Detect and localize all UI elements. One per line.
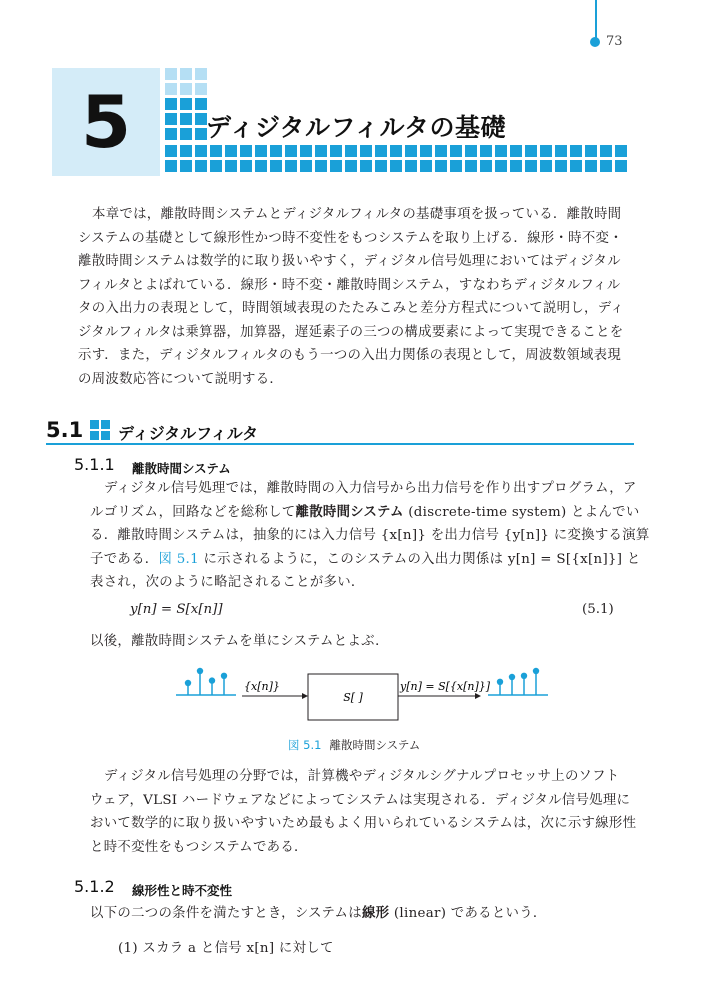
input-label: {x[n]} <box>244 680 280 693</box>
decoration-square <box>360 145 372 157</box>
decoration-square <box>270 145 282 157</box>
subsection1-paragraph2 <box>90 765 637 859</box>
decoration-square <box>180 113 192 125</box>
output-sample-point <box>521 673 527 679</box>
decoration-square <box>210 160 222 172</box>
decoration-square <box>375 160 387 172</box>
decoration-square <box>570 145 582 157</box>
decoration-square <box>285 160 297 172</box>
intro-paragraph <box>78 203 625 391</box>
text-line: ディジタル信号処理では，離散時間の入力信号から出力信号を作り出すプログラム，ア <box>104 481 637 496</box>
decoration-square <box>450 160 462 172</box>
text-segment: 以下の二つの条件を満たすとき，システムは <box>90 906 362 921</box>
chapter-number: 5 <box>80 80 132 164</box>
text-line: 表され，次のように略記されることが多い． <box>90 575 365 590</box>
output-sample-point <box>497 679 503 685</box>
decoration-square <box>180 160 192 172</box>
decoration-square <box>300 160 312 172</box>
decoration-square <box>390 160 402 172</box>
input-arrowhead <box>302 693 308 699</box>
output-sample-point <box>533 668 539 674</box>
text-line <box>90 548 650 572</box>
input-sample-point <box>221 673 227 679</box>
intro-line: フィルタとよばれている．線形・時不変・離散時間システム，すなわちディジタルフィル <box>78 277 621 293</box>
input-sample-point <box>197 668 203 674</box>
decoration-square <box>300 145 312 157</box>
subsection-title: 線形性と時不変性 <box>132 883 233 898</box>
figure-caption-text: 離散時間システム <box>329 738 421 752</box>
decoration-square <box>555 145 567 157</box>
decoration-square <box>180 128 192 140</box>
section-rule <box>46 443 634 445</box>
decoration-square <box>345 145 357 157</box>
after-equation-text <box>90 630 389 654</box>
term-linear: 線形 <box>361 906 390 921</box>
decoration-square <box>555 160 567 172</box>
equation-number: (5.1) <box>582 602 614 617</box>
subsection2-paragraph1 <box>90 902 547 926</box>
decoration-square <box>165 68 177 80</box>
decoration-square <box>315 145 327 157</box>
decoration-square <box>330 145 342 157</box>
subsection-number: 5.1.2 <box>74 877 115 896</box>
decoration-square <box>420 145 432 157</box>
decoration-square <box>480 145 492 157</box>
decoration-square <box>495 160 507 172</box>
input-sample-point <box>185 680 191 686</box>
intro-line: ジタルフィルタは乗算器，加算器，遅延素子の三つの構成要素によって実現できることを <box>78 324 624 340</box>
decoration-square <box>510 160 522 172</box>
decoration-square <box>585 145 597 157</box>
decoration-square <box>165 128 177 140</box>
decoration-square <box>225 145 237 157</box>
section-marker-icon <box>90 420 110 440</box>
input-signal-plot <box>176 668 236 695</box>
decoration-square <box>405 145 417 157</box>
decoration-square <box>255 145 267 157</box>
intro-line: システムの基礎として線形性かつ時不変性をもつシステムを取り上げる．線形・時不変・ <box>78 230 623 246</box>
decoration-square <box>180 145 192 157</box>
decoration-square <box>165 145 177 157</box>
text-line: と時不変性をもつシステムである． <box>90 839 308 855</box>
text-line: ディジタル信号処理の分野では，計算機やディジタルシグナルプロセッサ上のソフト <box>104 769 620 784</box>
decoration-square <box>375 145 387 157</box>
decoration-square <box>525 145 537 157</box>
decoration-square <box>540 145 552 157</box>
text-segment: (linear) であるという． <box>389 906 547 921</box>
decoration-square <box>165 113 177 125</box>
text-line: おいて数学的に取り扱いやすいため最もよく用いられているシステムは，次に示す線形性 <box>90 816 637 831</box>
input-sample-point <box>209 677 215 683</box>
figure-caption <box>288 737 420 753</box>
intro-line: タの入出力の表現として，時間領域表現のたたみこみと差分方程式について説明し，ディ <box>78 301 625 316</box>
decoration-square <box>420 160 432 172</box>
decoration-square <box>570 160 582 172</box>
decoration-square <box>600 145 612 157</box>
decoration-square <box>195 160 207 172</box>
decoration-square <box>435 160 447 172</box>
decoration-square <box>480 160 492 172</box>
condition-item-1: (1) スカラ a と信号 x[n] に対して <box>118 941 334 956</box>
decoration-square <box>510 145 522 157</box>
intro-line: 本章では，離散時間システムとディジタルフィルタの基礎事項を扱っている．離散時間 <box>92 207 622 222</box>
output-arrowhead <box>475 693 481 699</box>
decoration-square <box>450 145 462 157</box>
decoration-square <box>255 160 267 172</box>
decoration-square <box>465 145 477 157</box>
decoration-square <box>390 145 402 157</box>
decoration-square <box>210 145 222 157</box>
decoration-square <box>195 145 207 157</box>
decoration-square <box>465 160 477 172</box>
decoration-square <box>330 160 342 172</box>
decoration-square <box>495 145 507 157</box>
decoration-square <box>315 160 327 172</box>
system-box-label: S[ ] <box>343 691 363 704</box>
decoration-square <box>615 160 627 172</box>
intro-line: の周波数応答について説明する． <box>78 371 284 387</box>
output-signal-plot <box>488 668 548 695</box>
section-number: 5.1 <box>46 418 84 442</box>
text-segment: 子である． <box>90 551 159 567</box>
decoration-square <box>165 160 177 172</box>
decoration-square <box>225 160 237 172</box>
equation: y[n] = S[x[n]] <box>130 602 223 617</box>
term-discrete-time-system: 離散時間システム <box>295 504 404 520</box>
text-line: 以後，離散時間システムを単にシステムとよぶ． <box>90 634 389 649</box>
decoration-square <box>525 160 537 172</box>
subsection1-paragraph1 <box>90 477 650 595</box>
output-sample-point <box>509 674 515 680</box>
decoration-square <box>345 160 357 172</box>
page-number: 73 <box>606 34 623 49</box>
text-segment: に示されるように，このシステムの入出力関係は y[n] = S[{x[n]}] と <box>198 551 641 567</box>
decoration-square <box>585 160 597 172</box>
text-line <box>90 501 650 525</box>
intro-line: 離散時間システムは数学的に取り扱いやすく，ディジタル信号処理においてはディジタル <box>78 254 621 269</box>
decoration-square <box>195 68 207 80</box>
intro-line: 示す．また，ディジタルフィルタのもう一つの入出力関係の表現として，周波数領域表現 <box>78 348 622 363</box>
figure-discrete-time-system <box>160 660 560 730</box>
section-title: ディジタルフィルタ <box>118 424 259 443</box>
decoration-square <box>195 83 207 95</box>
figure-reference-link[interactable]: 図 5.1 <box>158 551 199 567</box>
decoration-square <box>165 83 177 95</box>
text-segment: (discrete-time system) とよんでい <box>403 504 640 520</box>
decoration-square <box>600 160 612 172</box>
decoration-square <box>180 68 192 80</box>
subsection-number: 5.1.1 <box>74 455 115 474</box>
text-segment: ルゴリズム，回路などを総称して <box>90 504 296 520</box>
decoration-square <box>240 160 252 172</box>
decoration-square <box>540 160 552 172</box>
decoration-square <box>435 145 447 157</box>
decoration-square <box>270 160 282 172</box>
output-label: y[n] = S[{x[n]}] <box>400 680 491 693</box>
decoration-square <box>285 145 297 157</box>
text-line <box>90 902 547 926</box>
decoration-square <box>615 145 627 157</box>
decoration-square <box>180 98 192 110</box>
text-line: る．離散時間システムは，抽象的には入力信号 {x[n]} を出力信号 {y[n]} に変換する演算 <box>90 528 650 543</box>
figure-caption-label: 図 5.1 <box>288 738 322 752</box>
decoration-square <box>360 160 372 172</box>
decoration-square <box>165 98 177 110</box>
decoration-square <box>240 145 252 157</box>
decoration-square <box>180 83 192 95</box>
text-line: ウェア，VLSI ハードウェアなどによってシステムは実現される．ディジタル信号処理に <box>90 792 631 808</box>
chapter-title: ディジタルフィルタの基礎 <box>206 113 507 142</box>
subsection-title: 離散時間システム <box>132 461 231 476</box>
decoration-square <box>405 160 417 172</box>
chapter-decoration-icon <box>0 0 706 200</box>
